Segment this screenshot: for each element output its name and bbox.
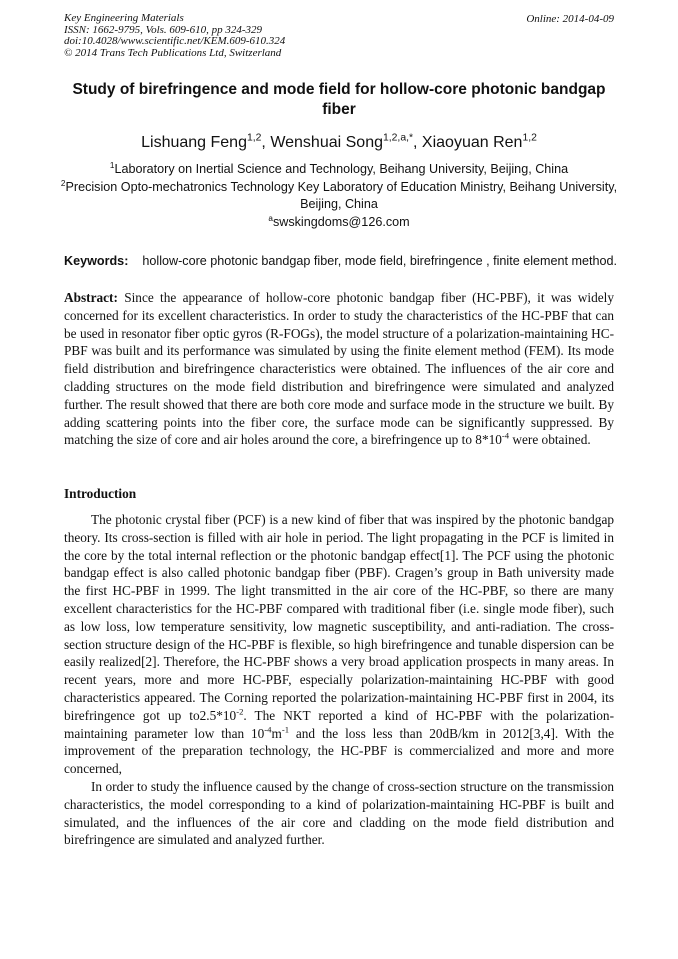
- abstract-label: Abstract:: [64, 290, 118, 305]
- text: and the loss less than 20dB/km in 2012[3,4]. With the improvement of the preparation technology, the HC-PBF is commercialized and more and more concerned,: [64, 725, 614, 777]
- journal-name: Key Engineering Materials: [64, 12, 184, 24]
- author-sep: ,: [261, 134, 271, 151]
- exponent: -1: [281, 724, 290, 735]
- section-heading-introduction: Introduction: [64, 486, 137, 501]
- abstract: [64, 289, 614, 449]
- paragraph: [64, 511, 614, 778]
- author-affil-sup: 1,2,a,*: [382, 132, 414, 144]
- keywords-label: Keywords:: [64, 254, 129, 268]
- email-link[interactable]: swskingdoms@126.com: [272, 214, 410, 229]
- copyright: © 2014 Trans Tech Publications Ltd, Switzerland: [64, 46, 282, 59]
- text: The photonic crystal fiber (PCF) is a new kind of fiber that was inspired by the photonic bandgap theory. Its cross-section is filled with air hole in period. The light propagating in the PCF is limited in the core by the total internal reflection or the photonic bandgap effect[1]. The PCF using the photonic bandgap effect is also called photonic bandgap fiber (PBF). Cragen’s group in Bath university made the first HC-PBF in 1999. The light transmitted in the air core of the HC-PBF, so there are many excellent characteristics for the HC-PBF compared with traditional fiber (i.e. single mode fiber), such as low loss, low temperature sensitivity, low magnetic susceptibility, and anti-radiation. The cross-section structure design of the HC-PBF is flexible, so high birefringence and tunable dispersion can be easily realized[2]. Therefore, the HC-PBF shows a very broad application prospects in many areas. In recent years, more and more HC-PBF, especially polarization-maintaining HC-PBF with good characteristics appeared. The Corning reported the polarization-maintaining HC-PBF first in 2004, its birefringence got up to2.5*10: [64, 512, 614, 723]
- paper-title: Study of birefringence and mode field for hollow-core photonic bandgap fiber: [72, 81, 606, 118]
- author-affil-sup: 1,2: [522, 132, 537, 144]
- exponent: -2: [236, 706, 244, 717]
- text: m: [271, 725, 282, 741]
- affil-text: Laboratory on Inertial Science and Technology, Beihang University, Beijing, China: [114, 162, 569, 176]
- author-name: Wenshuai Song: [270, 134, 383, 151]
- affiliations: [56, 161, 622, 231]
- doi: doi:10.4028/www.scientific.net/KEM.609-610.324: [64, 35, 286, 48]
- paragraph: In order to study the influence caused by the change of cross-section structure on the transmission characteristics, the model corresponding to a kind of polarization-maintaining HC-PBF is built and simulated, and the influences of the air core and cladding on the mode field distribution and birefringence are simulated and analyzed further.: [64, 778, 614, 848]
- journal-header: [64, 13, 285, 59]
- keywords-text: hollow-core photonic bandgap fiber, mode field, birefringence , finite element method.: [142, 254, 618, 268]
- affil-sup: 2: [60, 178, 66, 188]
- online-date: Online: 2014-04-09: [526, 13, 614, 25]
- author-name: Xiaoyuan Ren: [421, 134, 523, 151]
- abstract-tail: were obtained.: [509, 432, 591, 448]
- email-sup: a: [268, 213, 273, 223]
- affiliation-2: [56, 179, 622, 214]
- text: . The NKT reported a kind of HC-PBF with the polarization-maintaining parameter low than 10: [64, 707, 614, 741]
- exponent: -4: [264, 724, 272, 735]
- keywords: [64, 254, 617, 268]
- author-sep: ,: [413, 134, 422, 151]
- affiliation-1: [56, 161, 622, 179]
- author-name: Lishuang Feng: [141, 134, 247, 151]
- affil-sup: 1: [109, 160, 115, 170]
- issn: ISSN: 1662-9795, Vols. 609-610, pp 324-329: [64, 23, 262, 36]
- email: [56, 214, 622, 232]
- affil-text: Precision Opto-mechatronics Technology Key Laboratory of Education Ministry, Beihang University, Beijing, China: [65, 179, 618, 211]
- author-list: [0, 134, 678, 152]
- author-affil-sup: 1,2: [246, 132, 262, 144]
- introduction-body: [64, 511, 614, 849]
- exponent: -4: [501, 430, 510, 441]
- abstract-text: Since the appearance of hollow-core photonic bandgap fiber (HC-PBF), it was widely concerned for its excellent characteristics. In order to study the characteristics of the HC-PBF that can be used in resonator fiber optic gyros (R-FOGs), the model structure of a polarization-maintaining HC-PBF was built and its performance was simulated by using the finite element method (FEM). Its mode field distribution and birefringence characteristics were obtained. The influences of the air core and cladding structures on the mode field distribution and birefringence were simulated and analyzed further. The result showed that there are both core mode and surface mode in the structure we built. By adding scattering points into the fiber core, the surface mode can be significantly suppressed. By matching the size of core and air holes around the core, a birefringence up to 8*10: [64, 290, 614, 448]
